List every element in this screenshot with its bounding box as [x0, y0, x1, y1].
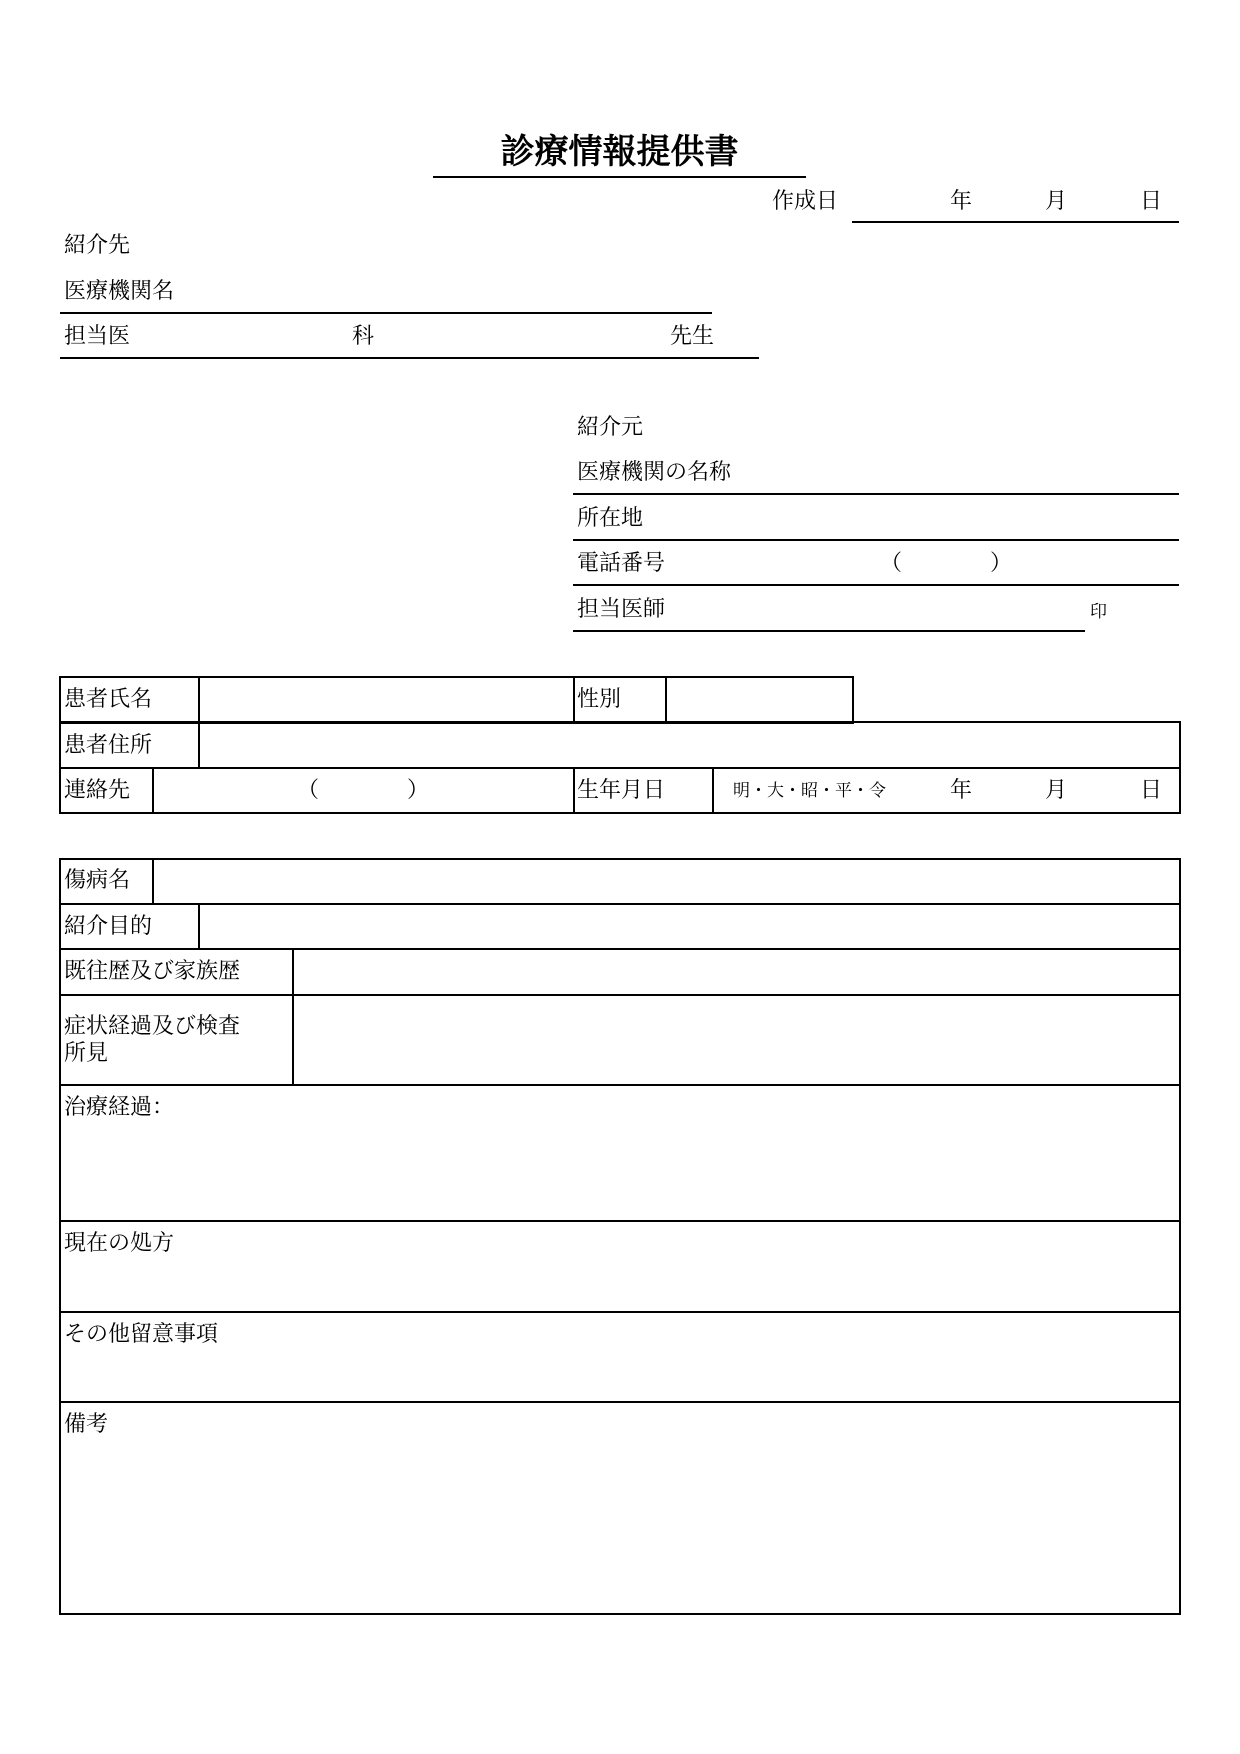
clinical-divider-7 [59, 1401, 1181, 1403]
referral-to-honorific: 先生 [670, 324, 715, 349]
prescription-label: 現在の処方 [64, 1231, 175, 1256]
clinical-divider-5 [59, 1220, 1181, 1222]
clinical-divider-6 [59, 1311, 1181, 1313]
created-date-month: 月 [1045, 189, 1068, 214]
clinical-divider-3 [59, 994, 1181, 996]
referral-to-department-suffix: 科 [352, 324, 375, 349]
other-notes-label: その他留意事項 [64, 1322, 219, 1347]
referral-from-phone-label: 電話番号 [577, 551, 666, 576]
patient-sex-divider-right [665, 676, 667, 723]
created-date-day: 日 [1140, 189, 1163, 214]
history-divider [292, 949, 294, 995]
referral-to-doctor-label: 担当医 [64, 324, 131, 349]
clinical-divider-4 [59, 1084, 1181, 1086]
clinical-divider-1 [59, 903, 1181, 905]
referral-to-institution-label: 医療機関名 [64, 279, 175, 304]
referral-from-address-label: 所在地 [577, 506, 644, 531]
patient-birth-divider-right [712, 768, 714, 813]
remarks-label: 備考 [64, 1412, 109, 1437]
patient-contact-paren-open: （ [297, 778, 320, 803]
referral-from-institution-label: 医療機関の名称 [577, 460, 732, 485]
referral-from-phone-paren-open: （ [880, 551, 903, 576]
created-date-field[interactable] [852, 221, 1179, 223]
patient-contact-divider [152, 768, 154, 813]
patient-name-divider [198, 676, 200, 723]
treatment-field[interactable] [62, 1123, 1177, 1218]
title-underline [433, 176, 806, 178]
diagnosis-divider [152, 859, 154, 904]
patient-birthdate-label: 生年月日 [577, 778, 666, 803]
patient-name-field[interactable] [201, 679, 571, 721]
symptoms-divider [292, 995, 294, 1085]
treatment-label: 治療経過： [64, 1095, 175, 1120]
referral-from-doctor-label: 担当医師 [577, 597, 666, 622]
clinical-divider-2 [59, 948, 1181, 950]
referral-to-heading: 紹介先 [64, 233, 131, 258]
patient-birth-day: 日 [1140, 778, 1163, 803]
symptoms-label-line2: 所見 [64, 1041, 109, 1066]
symptoms-field[interactable] [295, 997, 1177, 1083]
patient-contact-label: 連絡先 [64, 778, 131, 803]
patient-address-divider [198, 722, 200, 768]
patient-address-label: 患者住所 [64, 733, 153, 758]
purpose-label: 紹介目的 [64, 914, 153, 939]
patient-contact-paren-close: ） [407, 778, 430, 803]
patient-sex-field[interactable] [668, 679, 850, 721]
referral-from-phone-field[interactable] [573, 584, 1179, 586]
symptoms-label-line1: 症状経過及び検査 [64, 1014, 241, 1039]
patient-row-divider [59, 767, 1181, 769]
referral-from-institution-field[interactable] [573, 493, 1179, 495]
created-date-label: 作成日 [772, 189, 839, 214]
referral-from-phone-paren-close: ） [990, 551, 1013, 576]
patient-address-field[interactable] [201, 724, 1177, 766]
referral-to-institution-field[interactable] [60, 312, 712, 314]
history-field[interactable] [295, 951, 1177, 993]
patient-era-options: 明・大・昭・平・令 [733, 781, 886, 801]
history-label: 既往歴及び家族歴 [64, 959, 241, 984]
referral-from-doctor-field[interactable] [573, 630, 1085, 632]
page-title: 診療情報提供書 [500, 132, 739, 172]
other-notes-field[interactable] [62, 1350, 1177, 1399]
patient-sex-divider-left [573, 676, 575, 723]
referral-to-doctor-field[interactable] [60, 357, 759, 359]
purpose-divider [198, 904, 200, 949]
seal-label: 印 [1090, 602, 1107, 622]
patient-birth-year: 年 [950, 778, 973, 803]
patient-contact-field[interactable] [155, 770, 571, 812]
patient-sex-label: 性別 [577, 687, 622, 712]
patient-name-label: 患者氏名 [64, 687, 153, 712]
created-date-year: 年 [950, 189, 973, 214]
referral-from-heading: 紹介元 [577, 415, 644, 440]
purpose-field[interactable] [201, 906, 1177, 947]
patient-birthdate-field[interactable] [715, 770, 1177, 812]
remarks-field[interactable] [62, 1440, 1177, 1612]
diagnosis-label: 傷病名 [64, 868, 131, 893]
referral-from-address-field[interactable] [573, 539, 1179, 541]
patient-birth-divider-left [573, 768, 575, 813]
diagnosis-field[interactable] [155, 861, 1177, 902]
patient-birth-month: 月 [1045, 778, 1068, 803]
prescription-field[interactable] [62, 1259, 1177, 1309]
